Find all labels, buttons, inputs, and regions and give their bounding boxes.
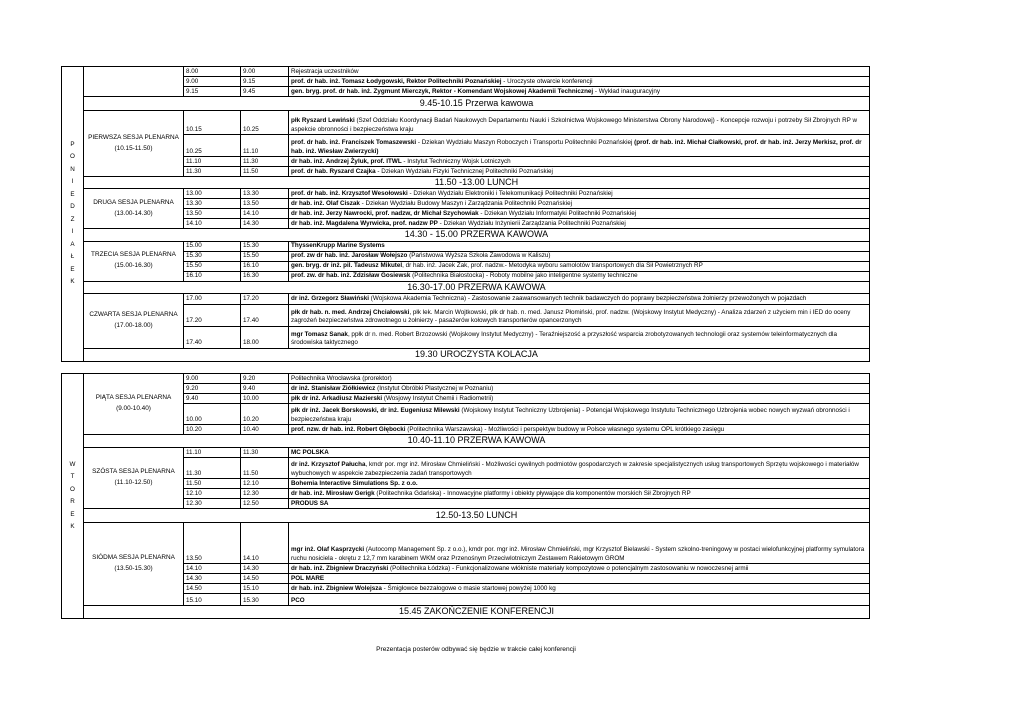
talk-description xyxy=(289,384,870,394)
session-label xyxy=(84,448,184,509)
schedule-row xyxy=(62,574,870,584)
start-time: 17.00 xyxy=(184,293,241,304)
start-time: 13.00 xyxy=(184,189,241,199)
session-label xyxy=(84,374,184,435)
day-letter: W xyxy=(69,460,76,468)
talk-text: (Instytut Obróbki Plastycznej w Poznaniu) xyxy=(375,384,494,392)
start-time: 10.15 xyxy=(184,111,241,135)
start-time: 14.10 xyxy=(184,564,241,574)
talk-text: - Wykład inauguracyjny xyxy=(593,87,660,95)
start-time: 15.30 xyxy=(184,251,241,261)
talk-description xyxy=(289,404,870,425)
end-time: 10.00 xyxy=(241,394,289,404)
break-row xyxy=(62,281,870,293)
schedule-row xyxy=(62,304,870,326)
poster-note: Prezentacja posterów odbywać się będzie w trakcie całej konferencji xyxy=(376,646,576,653)
talk-description xyxy=(289,209,870,219)
talk-text: (Wojskowa Akademia Techniczna) - Zastosowanie zaawansowanych technik badawczych do poprawy bezpieczeństwa żołnierzy przewożonych w pojazdach xyxy=(369,295,807,303)
end-time: 13.50 xyxy=(241,199,289,209)
talk-text: (Wosjowy Instytut Chemii i Radiometrii) xyxy=(382,394,494,402)
schedule-row xyxy=(62,271,870,281)
schedule-row xyxy=(62,425,870,435)
schedule-row xyxy=(62,594,870,606)
start-time: 11.30 xyxy=(184,167,241,177)
speaker-name: dr hab. inż. Andrzej Żyluk, prof. ITWL xyxy=(291,157,402,165)
day-letter: D xyxy=(70,203,75,211)
schedule-row xyxy=(62,394,870,404)
end-time: 12.30 xyxy=(241,489,289,499)
schedule-row xyxy=(62,458,870,479)
schedule-row xyxy=(62,157,870,167)
speaker-name: dr hab. inż. Jerzy Nawrocki, prof. nadzw, dr Michał Szychowiak xyxy=(291,209,479,217)
day1-schedule-table xyxy=(61,66,870,362)
schedule-row xyxy=(62,209,870,219)
talk-text: Politechnika Wrocławska (prorektor) xyxy=(291,374,392,382)
end-time: 10.25 xyxy=(241,111,289,135)
schedule-row xyxy=(62,384,870,394)
talk-description xyxy=(289,574,870,584)
lunch-break-2: 12.50-13.50 LUNCH xyxy=(84,509,870,523)
session-label-empty xyxy=(84,67,184,97)
talk-description xyxy=(289,261,870,271)
start-time: 9.00 xyxy=(184,77,241,87)
start-time: 17.20 xyxy=(184,304,241,326)
day-letter: I xyxy=(71,228,74,236)
speaker-name: PRODUS SA xyxy=(291,499,329,507)
start-time: 8.00 xyxy=(184,67,241,77)
start-time: 15.00 xyxy=(184,241,241,251)
end-time: 15.50 xyxy=(241,251,289,261)
day-letter: K xyxy=(70,523,75,530)
talk-text: , płk lek. Marcin Wojtkowski, płk dr hab. n. med. Janusz Płomiński, prof. nadzw. (Wojskowy Instytut Medyczny) - Analiza zdarzeń z użyciem min i IED do oceny zagrożeń bezpieczeństwa zdrowotnego u żołnierzy - pasażerów kołowych transporterów opancerzonych xyxy=(291,309,851,325)
end-time: 11.10 xyxy=(241,135,289,157)
start-time: 9.15 xyxy=(184,87,241,97)
day-letter: Z xyxy=(70,215,75,223)
start-time: 11.10 xyxy=(184,157,241,167)
day-label-poniedzialek xyxy=(62,67,84,362)
start-time: 13.30 xyxy=(184,199,241,209)
schedule-row xyxy=(62,87,870,97)
speaker-name: prof. dr hab. Ryszard Czajka xyxy=(291,167,376,175)
talk-text: (Politechnika Gdańska) - Innowacyjne platformy i obiekty pływające dla komponentów morskich Sił Zbrojnych RP xyxy=(374,489,691,497)
talk-description xyxy=(289,326,870,348)
schedule-row xyxy=(62,219,870,229)
talk-description xyxy=(289,499,870,509)
session-name: PIĄTA SESJA PLENARNA xyxy=(95,394,172,402)
speaker-name: gen. bryg. prof. dr hab. inż. Zygmunt Mierczyk, Rektor - Komendant Wojskowej Akademii Technicznej xyxy=(291,87,594,95)
speaker-name: ThyssenKrupp Marine Systems xyxy=(291,242,385,250)
day-label-wtorek xyxy=(62,374,84,619)
start-time: 9.20 xyxy=(184,384,241,394)
speaker-name: (prof. dr hab. inż. Michał Ciałkowski, prof. dr hab. inż. Jerzy Merkisz, prof. dr hab. inż. Wiesław Zwierzycki) xyxy=(291,139,862,155)
session-label xyxy=(84,111,184,177)
start-time: 14.10 xyxy=(184,219,241,229)
speaker-name: prof. dr hab. inż. Tomasz Łodygowski, Rektor Politechniki Poznańskiej xyxy=(291,77,502,85)
coffee-break-4: 10.40-11.10 PRZERWA KAWOWA xyxy=(84,435,870,448)
talk-text: - Dziekan Wydziału Maszyn Roboczych i Transportu Politechniki Poznańskiej xyxy=(416,139,635,147)
speaker-name: płk dr inż. Arkadiusz Mazierski xyxy=(291,394,383,402)
schedule-row xyxy=(62,261,870,271)
break-row xyxy=(62,229,870,241)
talk-text: - Dziekan Wydziału Budowy Maszyn i Zarządzania Politechniki Poznańskiej xyxy=(359,199,572,207)
schedule-row xyxy=(62,293,870,304)
talk-description xyxy=(289,189,870,199)
schedule-row xyxy=(62,189,870,199)
talk-text: (Autocomp Management Sp. z o.o.), kmdr por. mgr inż. Mirosław Chmieliński, mgr Krzysztof Bielawski - System szkolno-treningowy w postaci wielofunkcyjnej platformy symulatora ruchu nosiciela - okrętu z 12,7 mm karabinem WKM oraz Przenośnym Przeciwlotniczym Zestawem Rakietowym GROM xyxy=(291,546,865,562)
talk-description xyxy=(289,251,870,261)
talk-text: (Wojskowy Instytut Techniczny Uzbrojenia) - Potencjał Wojskowego Instytutu Technicznego Uzbrojenia wobec nowych wyzwań obronności i bezpieczeństwa kraju xyxy=(291,407,850,423)
day-letter: E xyxy=(70,265,75,273)
break-row xyxy=(62,606,870,619)
coffee-break-3: 16.30-17.00 PRZERWA KAWOWA xyxy=(84,281,870,293)
closing-row: 15.45 ZAKOŃCZENIE KONFERENCJI xyxy=(84,606,870,619)
start-time: 11.10 xyxy=(184,448,241,458)
end-time: 14.10 xyxy=(241,523,289,564)
talk-description xyxy=(289,489,870,499)
end-time: 9.00 xyxy=(241,67,289,77)
end-time: 14.10 xyxy=(241,209,289,219)
talk-description xyxy=(289,458,870,479)
talk-text: - Instytut Techniczny Wojsk Lotniczych xyxy=(401,157,511,165)
talk-text: - Dziekan Wydziału Elektroniki i Telekomunikacji Politechniki Poznańskiej xyxy=(407,189,613,197)
start-time: 11.50 xyxy=(184,479,241,489)
talk-description xyxy=(289,111,870,135)
talk-text: , kmdr por. mgr inż. Mirosław Chmieliński - Możliwości cywilnych podmiotów gospodarczych w zakresie specjalistycznych usług transportowych Sprzętu wojskowego i materiałów wybuchowych w aspekcie zabezpieczenia zadań transportowych xyxy=(291,461,859,477)
talk-description xyxy=(289,374,870,384)
session-name: SZÓSTA SESJA PLENARNA xyxy=(92,468,175,476)
session-label xyxy=(84,241,184,281)
talk-text: (Politechnika Białostocka) - Roboty mobilne jako inteligentne systemy techniczne xyxy=(410,272,638,280)
schedule-row xyxy=(62,199,870,209)
day-letter: I xyxy=(71,178,74,186)
end-time: 18.00 xyxy=(241,326,289,348)
speaker-name: dr inż. Krzysztof Pałucha xyxy=(291,461,366,469)
talk-description xyxy=(289,271,870,281)
end-time: 14.50 xyxy=(241,574,289,584)
end-time: 16.30 xyxy=(241,271,289,281)
session-time: (11.10-12.50) xyxy=(114,479,153,486)
talk-description xyxy=(289,167,870,177)
day-letter: E xyxy=(70,510,75,518)
speaker-name: prof. zw. dr hab. inż. Zdzisław Gosiewsk xyxy=(291,272,411,280)
speaker-name: płk Ryszard Lewiński xyxy=(291,117,355,125)
session-label xyxy=(84,523,184,606)
break-row xyxy=(62,435,870,448)
speaker-name: prof. nzw. dr hab. inż. Robert Głębocki xyxy=(291,425,406,433)
schedule-row xyxy=(62,67,870,77)
break-row xyxy=(62,97,870,111)
speaker-name: gen. bryg. dr inż. pil. Tadeusz Mikutel xyxy=(291,262,403,270)
start-time: 15.10 xyxy=(184,594,241,606)
talk-text: - Dziekan Wydziału Inżynierii Zarządzania Politechniki Poznańskiej xyxy=(437,219,626,227)
talk-text: - Dziekan Wydziału Fizyki Technicznej Politechniki Poznańskiej xyxy=(375,167,553,175)
schedule-row xyxy=(62,241,870,251)
schedule-row xyxy=(62,251,870,261)
end-time: 9.15 xyxy=(241,77,289,87)
talk-description xyxy=(289,394,870,404)
talk-description xyxy=(289,199,870,209)
start-time: 17.40 xyxy=(184,326,241,348)
schedule-row xyxy=(62,489,870,499)
end-time: 17.20 xyxy=(241,293,289,304)
schedule-row xyxy=(62,404,870,425)
end-time: 12.10 xyxy=(241,479,289,489)
day-letter: O xyxy=(70,153,75,161)
talk-text: , ppłk dr n. med. Robert Brzozowski (Wojskowy Instytut Medyczny) - Teraźniejszość a przyszłość wsparcia zrobotyzowanych technologii oraz systemów teleinformatycznych dla środowiska taktycznego xyxy=(291,331,837,347)
start-time: 10.00 xyxy=(184,404,241,425)
schedule-row xyxy=(62,584,870,594)
schedule-row xyxy=(62,326,870,348)
talk-description xyxy=(289,564,870,574)
speaker-name: dr hab. inż. Zbigniew Wolejsza xyxy=(291,584,382,592)
end-time: 13.30 xyxy=(241,189,289,199)
talk-text: (Państwowa Wyższa Szkoła Zawodowa w Kaliszu) xyxy=(407,252,551,260)
day2-schedule-table xyxy=(61,373,870,619)
schedule-row xyxy=(62,135,870,157)
start-time: 10.20 xyxy=(184,425,241,435)
start-time: 15.50 xyxy=(184,261,241,271)
session-label xyxy=(84,293,184,348)
session-name: SIÓDMA SESJA PLENARNA xyxy=(92,554,175,562)
talk-text: (Szef Oddziału Koordynacji Badań Naukowych Departamentu Nauki i Szkolnictwa Wojskowego Ministerstwa Obrony Narodowej) - Koncepcje rozwoju i potrzeby Sił Zbrojnych RP w aspekcie obronności i bezpieczeństwa kraju xyxy=(291,117,858,133)
talk-description xyxy=(289,425,870,435)
schedule-row xyxy=(62,448,870,458)
end-time: 15.30 xyxy=(241,594,289,606)
end-time: 17.40 xyxy=(241,304,289,326)
speaker-name: płk dr inż. Jacek Borskowski, dr inż. Eugeniusz Milewski xyxy=(291,407,460,415)
talk-description xyxy=(289,594,870,606)
start-time: 12.30 xyxy=(184,499,241,509)
talk-description xyxy=(289,304,870,326)
speaker-name: dr inż. Stanisław Ziółkiewicz xyxy=(291,384,376,392)
session-time: (10.15-11.50) xyxy=(114,144,153,152)
schedule-row xyxy=(62,111,870,135)
start-time: 9.00 xyxy=(184,374,241,384)
speaker-name: płk dr hab. n. med. Andrzej Chciałowski xyxy=(291,309,410,317)
session-time: (13.00-14.30) xyxy=(114,209,153,217)
dinner-row: 19.30 UROCZYSTA KOLACJA xyxy=(84,348,870,361)
start-time: 14.30 xyxy=(184,574,241,584)
start-time: 11.30 xyxy=(184,458,241,479)
day-letter: O xyxy=(70,485,75,493)
day-letter: E xyxy=(70,190,75,198)
start-time: 13.50 xyxy=(184,523,241,564)
session-name: PIERWSZA SESJA PLENARNA xyxy=(88,133,179,141)
end-time: 9.45 xyxy=(241,87,289,97)
day-letter: K xyxy=(70,278,75,286)
start-time: 12.10 xyxy=(184,489,241,499)
day-letter: P xyxy=(70,140,75,148)
talk-description xyxy=(289,77,870,87)
end-time: 11.50 xyxy=(241,458,289,479)
end-time: 9.40 xyxy=(241,384,289,394)
schedule-row xyxy=(62,479,870,489)
talk-text: , dr hab. inż. Jacek Żak, prof. nadzw.- Metodyka wyboru samolotów transportowych dla Sił Powietrznych RP xyxy=(402,262,703,270)
talk-text: (Politechnika Łódzka) - Funkcjonalizowane włókniste materiały kompozytowe o potencjalnym zastosowaniu w nowoczesnej armii xyxy=(388,564,749,572)
speaker-name: dr hab. inż. Mirosław Gerigk xyxy=(291,489,375,497)
start-time: 9.40 xyxy=(184,394,241,404)
session-label xyxy=(84,189,184,229)
end-time: 10.40 xyxy=(241,425,289,435)
speaker-name: MC POLSKA xyxy=(291,448,329,456)
day-letter: R xyxy=(70,498,75,505)
talk-description xyxy=(289,584,870,594)
end-time: 9.20 xyxy=(241,374,289,384)
speaker-name: prof. zw dr hab. inż. Jarosław Wołejszo xyxy=(291,252,408,260)
speaker-name: dr inż. Grzegorz Sławiński xyxy=(291,295,370,303)
start-time: 13.50 xyxy=(184,209,241,219)
end-time: 12.50 xyxy=(241,499,289,509)
speaker-name: mgr inż. Olaf Kasprzycki xyxy=(291,546,365,554)
start-time: 14.50 xyxy=(184,584,241,594)
schedule-row xyxy=(62,77,870,87)
end-time: 14.30 xyxy=(241,219,289,229)
speaker-name: dr hab. inż. Magdalena Wyrwicka, prof. nadzw PP xyxy=(291,219,438,227)
speaker-name: dr hab. inż. Zbigniew Draczyński xyxy=(291,564,389,572)
session-time: (17.00-18.00) xyxy=(114,321,153,329)
lunch-break-1: 11.50 -13.00 LUNCH xyxy=(84,177,870,189)
speaker-name: Bohemia Interactive Simulations Sp. z o.o. xyxy=(291,479,418,487)
talk-description xyxy=(289,448,870,458)
end-time: 14.30 xyxy=(241,564,289,574)
end-time: 10.20 xyxy=(241,404,289,425)
end-time: 11.30 xyxy=(241,157,289,167)
end-time: 15.10 xyxy=(241,584,289,594)
talk-description xyxy=(289,241,870,251)
schedule-row xyxy=(62,523,870,564)
speaker-name: prof. dr hab. inż. Franciszek Tomaszewski xyxy=(291,139,417,147)
session-time: (9.00-10.40) xyxy=(116,405,151,412)
talk-description xyxy=(289,479,870,489)
talk-description xyxy=(289,67,870,77)
speaker-name: mgr Tomasz Sanak xyxy=(291,331,348,339)
day-letter: Ł xyxy=(70,253,75,261)
schedule-row xyxy=(62,167,870,177)
day-letter: T xyxy=(70,473,75,480)
break-row xyxy=(62,177,870,189)
day-letter: A xyxy=(70,240,75,248)
coffee-break-1: 9.45-10.15 Przerwa kawowa xyxy=(84,97,870,111)
talk-description xyxy=(289,293,870,304)
talk-text: (Politechnika Warszawska) - Możliwości i perspektyw budowy w Polsce własnego systemu OPL krótkiego zasięgu xyxy=(405,425,725,433)
schedule-row xyxy=(62,499,870,509)
talk-description xyxy=(289,523,870,564)
talk-description xyxy=(289,87,870,97)
schedule-row xyxy=(62,564,870,574)
end-time: 11.50 xyxy=(241,167,289,177)
session-name: DRUGA SESJA PLENARNA xyxy=(93,198,174,206)
start-time: 16.10 xyxy=(184,271,241,281)
talk-text: - Dziekan Wydziału Informatyki Politechniki Poznańskiej xyxy=(478,209,637,217)
speaker-name: POL MARE xyxy=(291,574,325,582)
day-letter: N xyxy=(70,165,75,173)
talk-text: - Uroczyste otwarcie konferencji xyxy=(501,77,593,85)
talk-description xyxy=(289,135,870,157)
break-row xyxy=(62,348,870,361)
end-time: 16.10 xyxy=(241,261,289,271)
schedule-row xyxy=(62,374,870,384)
session-name: TRZECIA SESJA PLENARNA xyxy=(91,251,176,259)
session-time: (15.00-16.30) xyxy=(114,262,153,269)
talk-text: Rejestracja uczestników xyxy=(291,67,359,75)
break-row xyxy=(62,509,870,523)
start-time: 10.25 xyxy=(184,135,241,157)
talk-description xyxy=(289,219,870,229)
coffee-break-2: 14.30 - 15.00 PRZERWA KAWOWA xyxy=(84,229,870,241)
speaker-name: prof. dr hab. inż. Krzysztof Wesołowski xyxy=(291,189,408,197)
speaker-name: PCO xyxy=(291,596,305,604)
end-time: 15.30 xyxy=(241,241,289,251)
end-time: 11.30 xyxy=(241,448,289,458)
session-time: (13.50-15.30) xyxy=(114,565,153,572)
talk-description xyxy=(289,157,870,167)
session-name: CZWARTA SESJA PLENARNA xyxy=(89,310,178,318)
speaker-name: dr hab. inż. Olaf Ciszak xyxy=(291,199,360,207)
talk-text: - Śmigłowce bezzałogowe o masie startowej powyżej 1000 kg xyxy=(381,584,556,592)
